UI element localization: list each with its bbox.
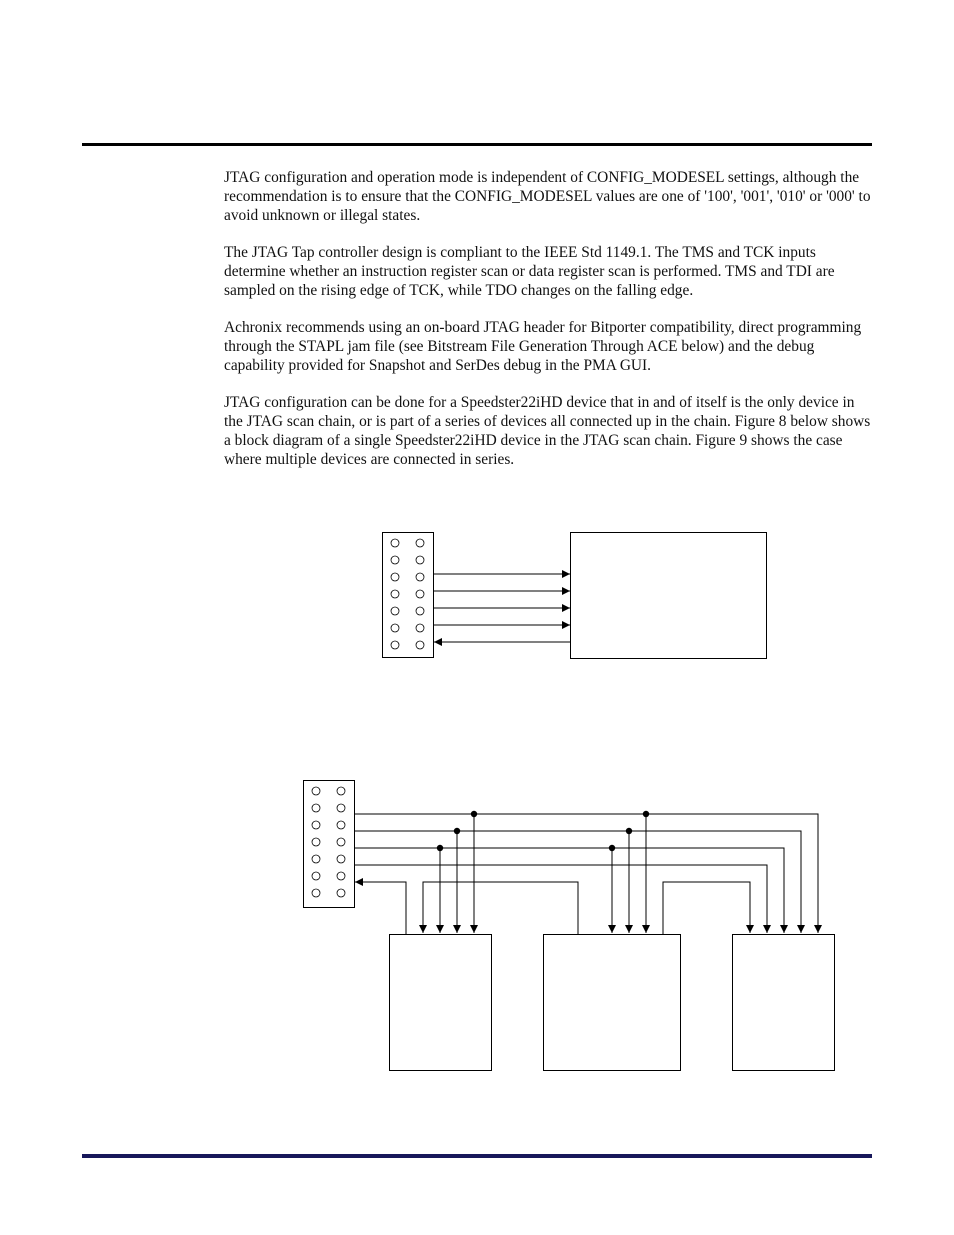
header-pin [391,556,399,564]
header-pin [337,821,345,829]
device-block [571,533,767,659]
header-pin [312,804,320,812]
header-pin [416,556,424,564]
header-pin [416,539,424,547]
header-pin [312,821,320,829]
header-pin [312,872,320,880]
header-pin [337,889,345,897]
header-pin [391,539,399,547]
header-pin [312,889,320,897]
header-pin [337,787,345,795]
header-pin [391,641,399,649]
header-pin [337,872,345,880]
header-pin [416,573,424,581]
figure-8-single-device [383,533,767,659]
header-pin [416,624,424,632]
header-pin [337,804,345,812]
paragraph-scan-chain: JTAG configuration can be done for a Speedster22iHD device that in and of itself is the only device in the JTAG scan chain, or is part of a series of devices all connected up in the chain. Figure 8 below shows a block diagram of a single Speedster22iHD device in the JTAG scan chain. Figure 9 shows the case where multiple devices are connected in series. [224,394,871,468]
header-pin [416,590,424,598]
chain-line [423,882,578,934]
paragraph-tap-controller: The JTAG Tap controller design is compliant to the IEEE Std 1149.1. The TMS and TCK inputs determine whether an instruction register scan or data register scan is performed. TMS and TDI are sampled on the rising edge of TCK, while TDO changes on the falling edge. [224,244,835,299]
header-pin [337,838,345,846]
header-pin [416,641,424,649]
header-pin [337,855,345,863]
chain-line [663,882,750,934]
device-block-3 [733,935,835,1071]
header-pin [312,787,320,795]
bus-line [355,865,767,933]
paragraph-jtag-header: Achronix recommends using an on-board JTAG header for Bitporter compatibility, direct programming through the STAPL jam file (see Bitstream File Generation Through ACE below) and the debug capability provided for Snapshot and SerDes debug in the PMA GUI. [224,319,862,374]
tdo-return-line [355,882,406,934]
figure-9-multi-device [304,781,835,1071]
header-pin [312,855,320,863]
bus-line [355,814,818,933]
paragraph-jtag-modesel: JTAG configuration and operation mode is independent of CONFIG_MODESEL settings, although the recommendation is to ensure that the CONFIG_MODESEL values are one of '100', '001', '010' or '000' to avoid unknown or illegal states. [224,169,871,224]
header-pin [312,838,320,846]
header-pin [416,607,424,615]
jtag-header-connector [304,781,355,908]
device-block-2 [544,935,681,1071]
header-pin [391,624,399,632]
bus-line [355,848,784,933]
header-pin [391,607,399,615]
footer-rule [82,1154,872,1158]
header-pin [391,573,399,581]
header-pin [391,590,399,598]
device-block-1 [390,935,492,1071]
jtag-header-connector [383,533,434,658]
